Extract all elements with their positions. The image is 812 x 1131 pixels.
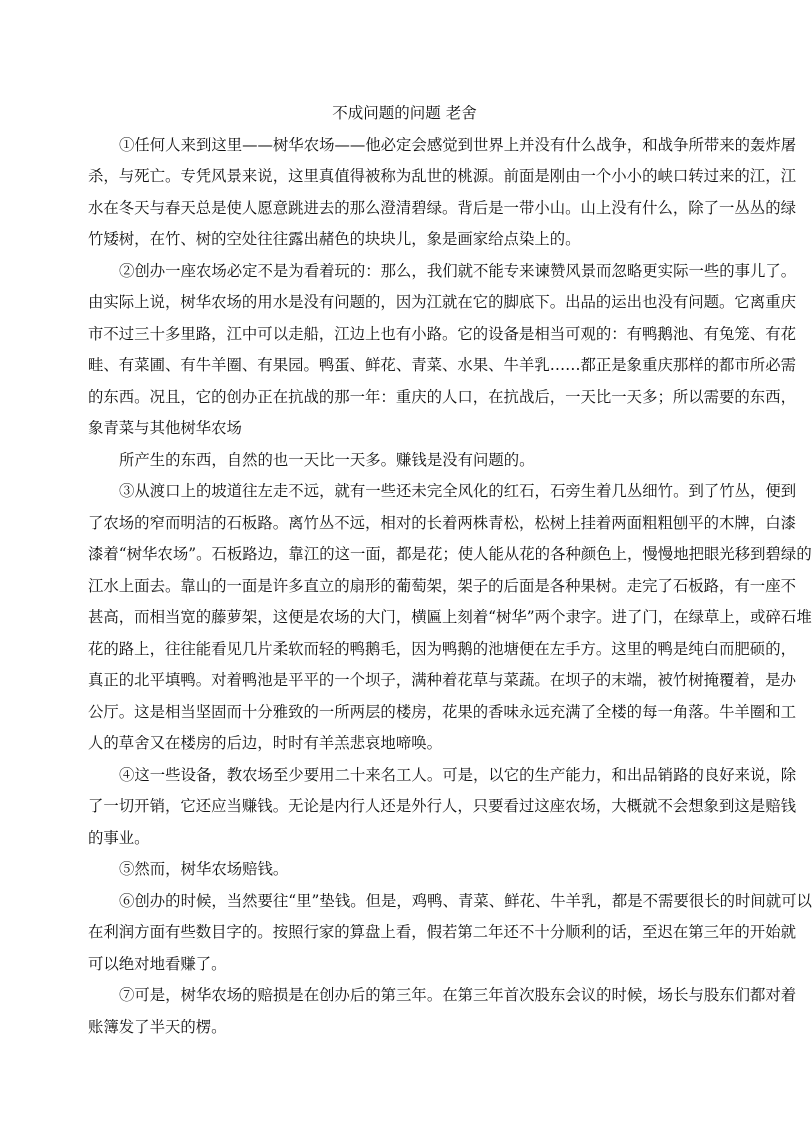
text-line: 了农场的窄而明洁的石板路。离竹丛不远，相对的长着两株青松，松树上挂着两面粗粗刨平的木牌，白漆 (88, 513, 796, 532)
paragraph (88, 130, 797, 256)
text-line: ⑥创办的时候，当然要往“里”垫钱。但是，鸡鸭、青菜、鲜花、牛羊乳，都是不需要很长的时间就可以 (119, 891, 812, 910)
paragraph (88, 256, 797, 445)
text-line: ①任何人来到这里——树华农场——他必定会感觉到世界上并没有什么战争，和战争所带来的轰炸屠 (119, 135, 797, 154)
text-line: 竹矮树，在竹、树的空处往往露出赭色的块块儿，象是画家给点染上的。 (88, 230, 581, 248)
text-line: 甚高，而相当宽的藤萝架，这便是农场的大门，横匾上刻着“树华”两个隶字。进了门，在绿草上，或碎石堆 (88, 608, 812, 626)
paragraph (88, 476, 812, 760)
text-line: 在利润方面有些数目字的。按照行家的算盘上看，假若第二年还不十分顺利的话，至迟在第三年的开始就 (88, 923, 796, 941)
paragraph (88, 886, 812, 981)
paragraph (88, 854, 721, 886)
text-line: 账簿发了半天的楞。 (88, 1017, 227, 1036)
text-line: 江水上面去。靠山的一面是许多直立的扇形的葡萄架，架子的后面是各种果树。走完了石板路，有一座不 (88, 576, 796, 595)
text-line: ②创办一座农场必定不是为看着玩的：那么，我们就不能专来谏赞风景而忽略更实际一些的事儿了。 (119, 261, 797, 280)
paragraph (88, 445, 721, 477)
text-line: 市不过三十多里路，江中可以走船，江边上也有小路。它的设备是相当可观的：有鸭鹅池、有兔笼、有花 (88, 324, 796, 343)
text-line: 花的路上，往往能看见几片柔软而轻的鸭鹅毛，因为鸭鹅的池塘便在左手方。这里的鸭是纯白而肥硕的， (88, 639, 796, 658)
text-line: 人的草舍又在楼房的后边，时时有羊羔悲哀地啼唤。 (88, 734, 442, 752)
text-line: 杀，与死亡。专凭风景来说，这里真值得被称为乱世的桃源。前面是刚由一个小小的峡口转过来的江，江 (88, 167, 796, 185)
paragraph (88, 980, 797, 1043)
document-body (88, 130, 812, 1044)
text-line: ④这一些设备，教农场至少要用二十来名工人。可是，以它的生产能力，和出品销路的良好来说，除 (119, 765, 797, 784)
text-line: ⑤然而，树华农场赔钱。 (119, 860, 289, 878)
paragraph (88, 760, 797, 855)
text-line: 了一切开销，它还应当赚钱。无论是内行人还是外行人，只要看过这座农场，大概就不会想象到这是赔钱 (88, 797, 796, 815)
text-line: 所产生的东西，自然的也一天比一天多。赚钱是没有问题的。 (119, 450, 535, 469)
text-line: 真正的北平填鸭。对着鸭池是平平的一个坝子，满种着花草与菜蔬。在坝子的末端，被竹树掩覆着，是办 (88, 671, 796, 689)
text-line: 漆着“树华农场”。石板路边，靠江的这一面，都是花；使人能从花的各种颜色上，慢慢地把眼光移到碧绿的 (88, 545, 812, 563)
text-line: 象青菜与其他树华农场 (88, 419, 242, 437)
text-line: 公厅。这是相当坚固而十分雅致的一所两层的楼房，花果的香味永远充满了全楼的每一角落。牛羊圈和工 (88, 702, 796, 721)
text-line: 畦、有菜圃、有牛羊圈、有果园。鸭蛋、鲜花、青菜、水果、牛羊乳……都正是象重庆那样的都市所必需 (88, 356, 796, 374)
text-line: 的事业。 (88, 828, 150, 847)
document-page (88, 98, 812, 1043)
document-title: 不成问题的问题 老舍 (332, 104, 477, 122)
text-line: 水在冬天与春天总是使人愿意跳进去的那么澄清碧绿。背后是一带小山。山上没有什么，除了一丛丛的绿 (88, 198, 796, 217)
text-line: 由实际上说，树华农场的用水是没有问题的，因为江就在它的脚底下。出品的运出也没有问题。它离重庆 (88, 293, 796, 311)
text-line: ③从渡口上的坡道往左走不远，就有一些还未完全风化的红石，石旁生着几丛细竹。到了竹丛，便到 (119, 482, 797, 500)
text-line: 的东西。况且，它的创办正在抗战的那一年：重庆的人口，在抗战后，一天比一天多；所以需要的东西， (88, 387, 796, 406)
text-line: ⑦可是，树华农场的赔损是在创办后的第三年。在第三年首次股东会议的时候，场长与股东们都对着 (119, 986, 797, 1004)
text-line: 可以绝对地看赚了。 (88, 954, 227, 973)
